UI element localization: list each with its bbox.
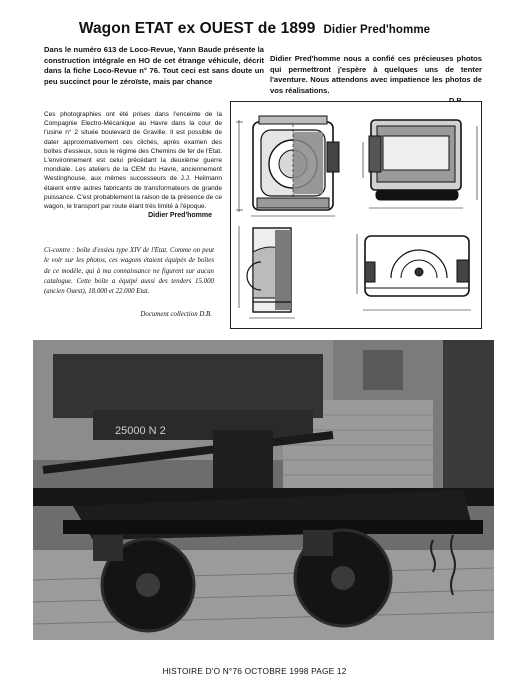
drawing-side-view <box>363 120 477 208</box>
figure-caption: Ci-contre : boîte d'essieu type XIV de l'Etat. Comme on peut le voir sur les photos, ces wagons étaient équipés de boîtes de ce modèle, qui à ma connaissance ne figurent sur aucun catalogue. Cette boîte a équipé aussi des tenders 15.000 (ancien Ouest), 18.000 et 22.000 Etat. <box>44 247 214 296</box>
axle-box-drawing-svg <box>231 102 481 328</box>
title-byline: Didier Pred'homme <box>323 24 431 36</box>
wagon-photograph <box>33 340 494 640</box>
lead-paragraph-right <box>270 54 482 107</box>
body-text: Ces photographies ont été prises dans l'enceinte de la Compagnie Electro-Mécanique au Havre dans la cour de l'usine n° 2 située boulevard de Graville. Il est possible de dater approximativement ces clichés, après examen des boîtes d'essieux, sous le régime des Chemins de fer de l'Etat. L'environnement est celui précédant la deuxième guerre mondiale. Les ateliers de la CEM du Havre, anciennement Westinghouse, aux mêmes successeurs de J.J. Heilmann étaient entre autres fabricants de transformateurs de grande puissance. C'est probablement la raison de la présence de ce wagon, le transport par route étant très limité à l'époque. <box>44 111 222 211</box>
article-title <box>0 20 509 38</box>
wagon-photograph-svg <box>33 340 494 640</box>
caption-credit: Document collection D.B. <box>140 311 212 318</box>
body-signature: Didier Pred'homme <box>148 212 212 220</box>
page-footer: HISTOIRE D'O N°76 OCTOBRE 1998 PAGE 12 <box>162 666 347 676</box>
title-text: Wagon ETAT ex OUEST de 1899 <box>78 20 316 37</box>
drawing-plan-view <box>357 234 471 310</box>
lead-right-text: Didier Pred'homme nous a confié ces précieuses photos qui permettront j'espère à quelques uns de tenter l'aventure. Nous attendons avec impatience les photos de vos réalisations. <box>270 54 482 95</box>
drawing-front-view <box>236 116 339 216</box>
body-paragraph <box>44 110 222 220</box>
axle-box-drawing <box>230 101 482 329</box>
lead-paragraph-left: Dans le numéro 613 de Loco-Revue, Yann Baude présente la construction intégrale en HO de cet étrange véhicule, décrit dans la fiche Loco-Revue n° 76. Tout ceci est sans doute un peu succinct pour le zéroïste, mais par chance <box>44 45 264 86</box>
drawing-section-view <box>239 226 295 318</box>
wagon-plate-number: 25000 N 2 <box>115 425 166 437</box>
